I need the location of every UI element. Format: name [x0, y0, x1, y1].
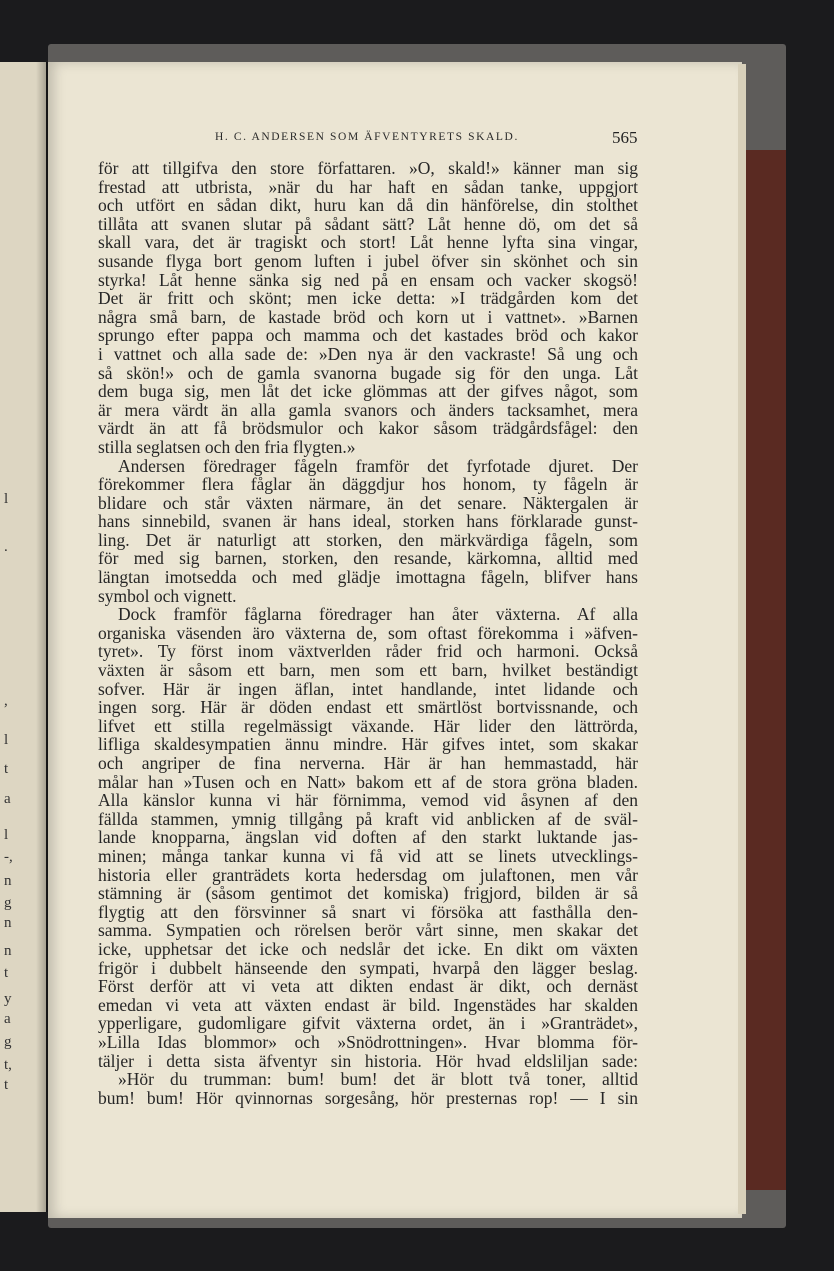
left-page-fragment: y — [4, 991, 12, 1007]
text-line: bum! bum! Hör qvinnornas sorgesång, hör presternas rop! — I sin — [98, 1087, 638, 1108]
text-line: växten är såsom ett barn, men som ett barn, hvilket beständigt — [98, 660, 638, 681]
left-page-fragment: , — [4, 693, 8, 709]
text-line: blidare och står växten närmare, än det senare. Näktergalen är — [98, 492, 638, 513]
text-line: några små barn, de kastade bröd och korn ut i vattnet». »Barnen — [98, 306, 638, 327]
left-page-fragment: t — [4, 965, 9, 981]
body-text — [98, 159, 638, 1107]
text-line: förekommer flera fåglar än däggdjur hos honom, ty fågeln är — [98, 474, 638, 495]
left-page-fragment: t — [4, 1077, 9, 1093]
text-line: så skön!» och de gamla svanorna bugade sig för den unga. Låt — [98, 362, 638, 383]
text-line: ypperligare, gudomligare gifvit växterna ordet, än i »Granträdet», — [98, 1013, 638, 1034]
text-line: är mera värdt än alla gamla svanors och änders tacksamhet, mera — [98, 399, 638, 420]
text-line: sofver. Här är ingen äflan, intet handlande, intet lidande och — [98, 678, 638, 699]
left-page-fragment: n — [4, 873, 12, 889]
text-line: fällda stammen, ymnig tillgång på kraft vid anblicken af de sväl- — [98, 808, 638, 829]
text-line: Alla känslor kunna vi här förnimma, vemod vid åsynen af den — [98, 790, 638, 811]
text-line: minen; många tankar kunna vi få vid att se linets utvecklings- — [98, 845, 638, 866]
text-line: Andersen föredrager fågeln framför det fyrfotade djuret. Der — [118, 455, 638, 476]
text-line: i vattnet och alla sade de: »Den nya är den vackraste! Så ung och — [98, 343, 638, 364]
text-line: tillåta att svanen slutar på sådant sätt? Låt henne dö, om det så — [98, 213, 638, 234]
text-line: Det är fritt och skönt; men icke detta: »I trädgården kom det — [98, 288, 638, 309]
text-line: värdt än att få brödsmulor och kakor såsom trädgårdsfågel: den — [98, 418, 638, 439]
left-page-fragment: a — [4, 791, 11, 807]
left-page-fragment: t — [4, 761, 9, 777]
left-page-fragment: n — [4, 915, 12, 931]
text-line: icke, upphetsar det icke och nedslår det icke. En dikt om växten — [98, 938, 638, 959]
left-page-fragment: t, — [4, 1057, 12, 1073]
book-spine — [742, 150, 786, 1190]
left-page-fragment: g — [4, 1034, 12, 1050]
text-line: historia eller granträdets korta hedersdag om julaftonen, men vår — [98, 864, 638, 885]
left-page-fragment: a — [4, 1011, 11, 1027]
page-number: 565 — [612, 128, 638, 147]
text-line: Först derför att vi veta att dikten endast är dikt, och dernäst — [98, 976, 638, 997]
text-line: emedan vi veta att växten endast är bild. Ingenstädes har skalden — [98, 994, 638, 1015]
text-line: målar han »Tusen och en Natt» bakom ett af de stora gröna bladen. — [98, 771, 638, 792]
left-page-fragment: . — [4, 539, 8, 555]
left-page-fragment: l — [4, 491, 9, 507]
text-line: längtan imotsedda och med glädje imottagna fågeln, blifver hans — [98, 567, 638, 588]
text-line: för med sig barnen, storken, den resande, kärkomna, alltid med — [98, 548, 638, 569]
running-header: H. C. ANDERSEN SOM ÄFVENTYRETS SKALD. — [215, 131, 519, 143]
left-page-fragment: -, — [4, 849, 13, 865]
text-line: ingen sorg. Här är döden endast ett smärtlöst bortvissnande, och — [98, 697, 638, 718]
text-line: Dock framför fåglarna föredrager han åter växterna. Af alla — [118, 604, 638, 625]
text-line: och utfört en sådan dikt, huru kan då din hänförelse, din stolthet — [98, 195, 638, 216]
left-page-fragment: l — [4, 732, 9, 748]
text-line: »Lilla Idas blommor» och »Snödrottningen». Hvar blomma för- — [98, 1031, 638, 1052]
text-line: och angriper de fina nerverna. Här är han hemmastadd, här — [98, 753, 638, 773]
text-line: samma. Sympatien och rörelsen berör vårt sinne, men skakar det — [98, 920, 638, 941]
text-line: lande knopparna, ängslan vid doften af den starkt luktande jas- — [98, 827, 638, 848]
text-line: frigör i dubbelt hänseende den sympati, hvarpå den lägger beslag. — [98, 957, 638, 978]
text-line: susande flyga bort genom luften i jubel öfver sin skönhet och sin — [98, 250, 638, 271]
text-line: organiska väsenden äro växterna de, som oftast förekomma i »äfven- — [98, 622, 638, 643]
text-line: lifvet ett stilla regelmässigt växande. Här lider den lättrörda, — [98, 715, 638, 736]
text-line: stilla seglatsen och den fria flygten.» — [98, 436, 356, 457]
text-line: tyret». Ty först inom växtverlden råder frid och harmoni. Också — [98, 641, 638, 662]
left-page-fragment: n — [4, 943, 12, 959]
text-line: täljer i detta sista äfventyr sin historia. Hör hvad eldsliljan sade: — [98, 1050, 638, 1071]
text-line: skall vara, det är tragiskt och stort! Låt henne lyfta sina vingar, — [98, 232, 638, 253]
text-line: hans sinnebild, svanen är hans ideal, storken hans förklarade gunst- — [98, 511, 638, 532]
page-edge — [738, 64, 746, 1214]
text-line: »Hör du trumman: bum! bum! det är blott två toner, alltid — [118, 1069, 638, 1090]
left-page-fragment: l — [4, 827, 9, 843]
text-line: stämning är (såsom gentimot det komiska) frigjord, bilden är så — [98, 883, 638, 904]
text-line: ling. Det är naturligt att storken, den märkvärdiga fågeln, som — [98, 529, 638, 550]
text-line: frestad att utbrista, »när du har haft en sådan tanke, uppgjort — [98, 176, 638, 197]
text-line: för att tillgifva den store författaren. »O, skald!» känner man sig — [98, 158, 638, 178]
text-line: styrka! Låt henne sänka sig ned på en ensam och vacker skogsö! — [98, 269, 638, 290]
left-page-fragment: g — [4, 895, 12, 911]
text-line: lifliga skaldesympatien ännu mindre. Här gifves intet, som skakar — [98, 734, 638, 755]
text-line: symbol och vignett. — [98, 585, 237, 606]
text-line: sprungo efter pappa och mamma och det kastades bröd och kakor — [98, 325, 638, 346]
text-line: dem buga sig, men låt det icke glömmas att der gifves något, som — [98, 381, 638, 402]
text-line: flygtig att den försvinner så snart vi försöka att fasthålla den- — [98, 901, 638, 922]
